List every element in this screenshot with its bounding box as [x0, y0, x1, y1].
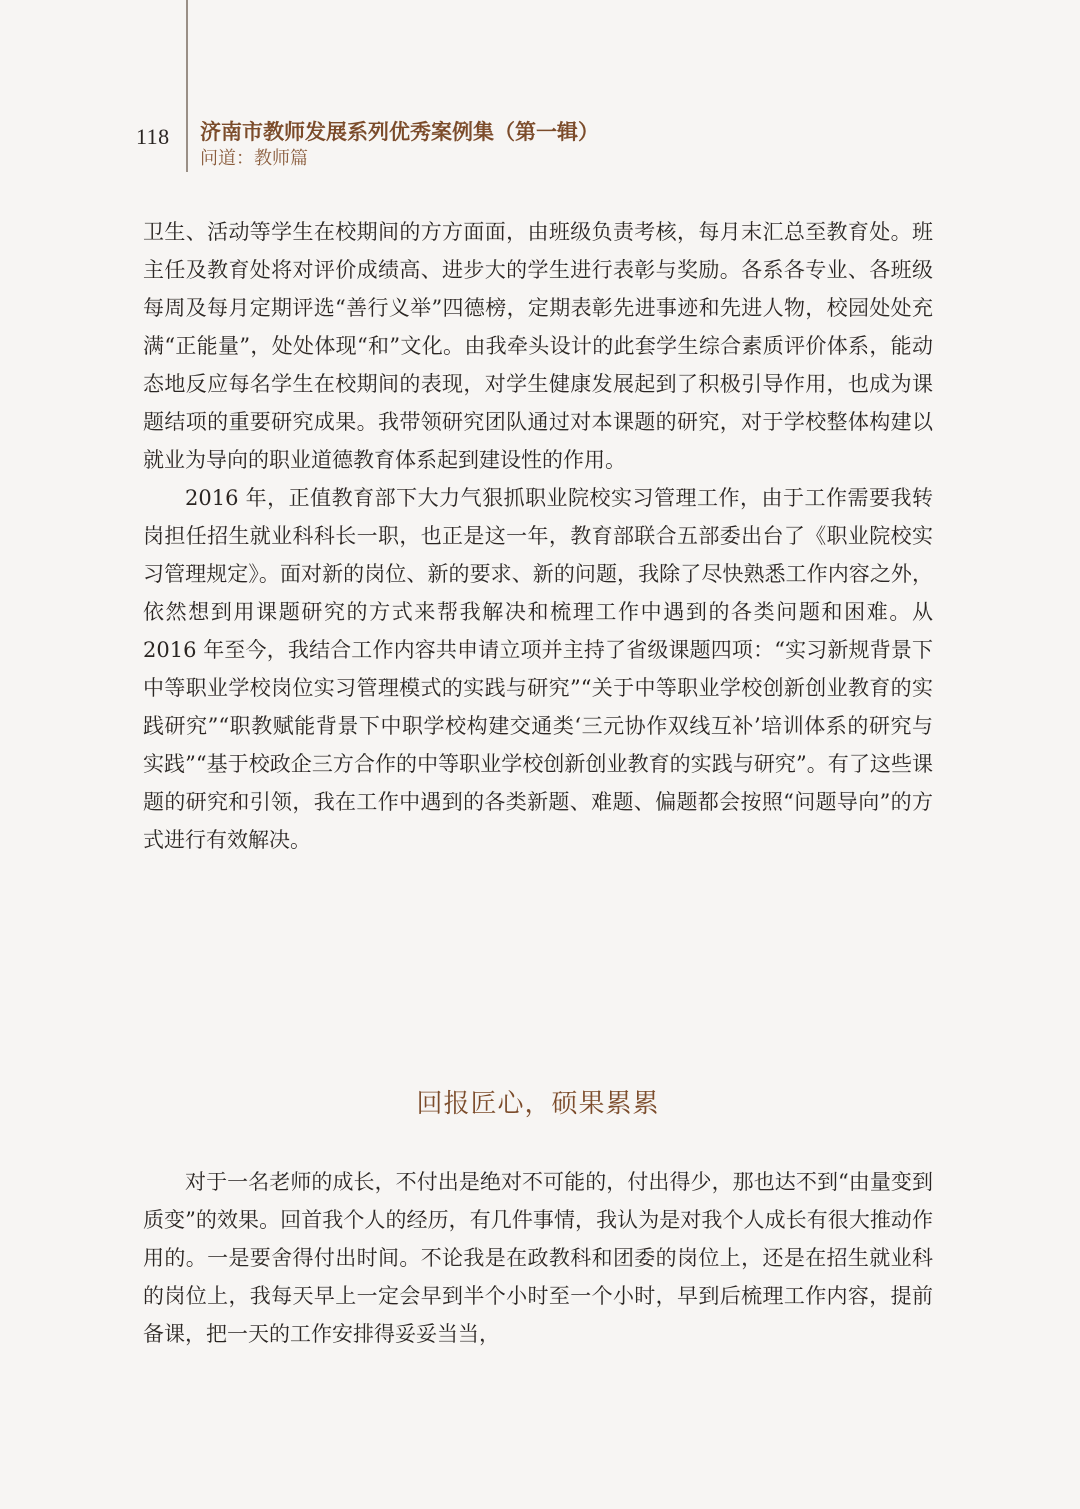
paragraph-3: 对于一名老师的成长，不付出是绝对不可能的，付出得少，那也达不到“由量变到质变”的效果。回首我个人的经历，有几件事情，我认为是对我个人成长有很大推动作用的。一是要舍得付出时间。不论我是在政教科和团委的岗位上，还是在招生就业科的岗位上，我每天早上一定会早到半个小时至一个小时，早到后梳理工作内容，提前备课，把一天的工作安排得妥妥当当，: [143, 1170, 933, 1346]
paragraph-1: 卫生、活动等学生在校期间的方方面面，由班级负责考核，每月末汇总至教育处。班主任及教育处将对评价成绩高、进步大的学生进行表彰与奖励。各系各专业、各班级每周及每月定期评选“善行义举”四德榜，定期表彰先进事迹和先进人物，校园处处充满“正能量”，处处体现“和”文化。由我牵头设计的此套学生综合素质评价体系，能动态地反应每名学生在校期间的表现，对学生健康发展起到了积极引导作用，也成为课题结项的重要研究成果。我带领研究团队通过对本课题的研究，对于学校整体构建以就业为导向的职业道德教育体系起到建设性的作用。: [143, 220, 933, 472]
book-title: 济南市教师发展系列优秀案例集（第一辑）: [200, 119, 599, 144]
running-header: [200, 118, 599, 172]
header-divider: [186, 0, 188, 172]
body-text: [143, 213, 933, 859]
paragraph-2: 2016 年，正值教育部下大力气狠抓职业院校实习管理工作，由于工作需要我转岗担任招生就业科科长一职，也正是这一年，教育部联合五部委出台了《职业院校实习管理规定》。面对新的岗位、新的要求、新的问题，我除了尽快熟悉工作内容之外，依然想到用课题研究的方式来帮我解决和梳理工作中遇到的各类问题和困难。从 2016 年至今，我结合工作内容共申请立项并主持了省级课题四项：“实习新规背景下中等职业学校岗位实习管理模式的实践与研究”“关于中等职业学校创新创业教育的实践研究”“职教赋能背景下中职学校构建交通类‘三元协作双线互补’培训体系的研究与实践”“基于校政企三方合作的中等职业学校创新创业教育的实践与研究”。有了这些课题的研究和引领，我在工作中遇到的各类新题、难题、偏题都会按照“问题导向”的方式进行有效解决。: [143, 486, 933, 852]
book-subtitle: 问道：教师篇: [200, 148, 308, 169]
page-number: 118: [136, 124, 170, 149]
section-body-text: [143, 1163, 933, 1353]
section-heading: 回报匠心，硕果累累: [416, 1089, 660, 1119]
